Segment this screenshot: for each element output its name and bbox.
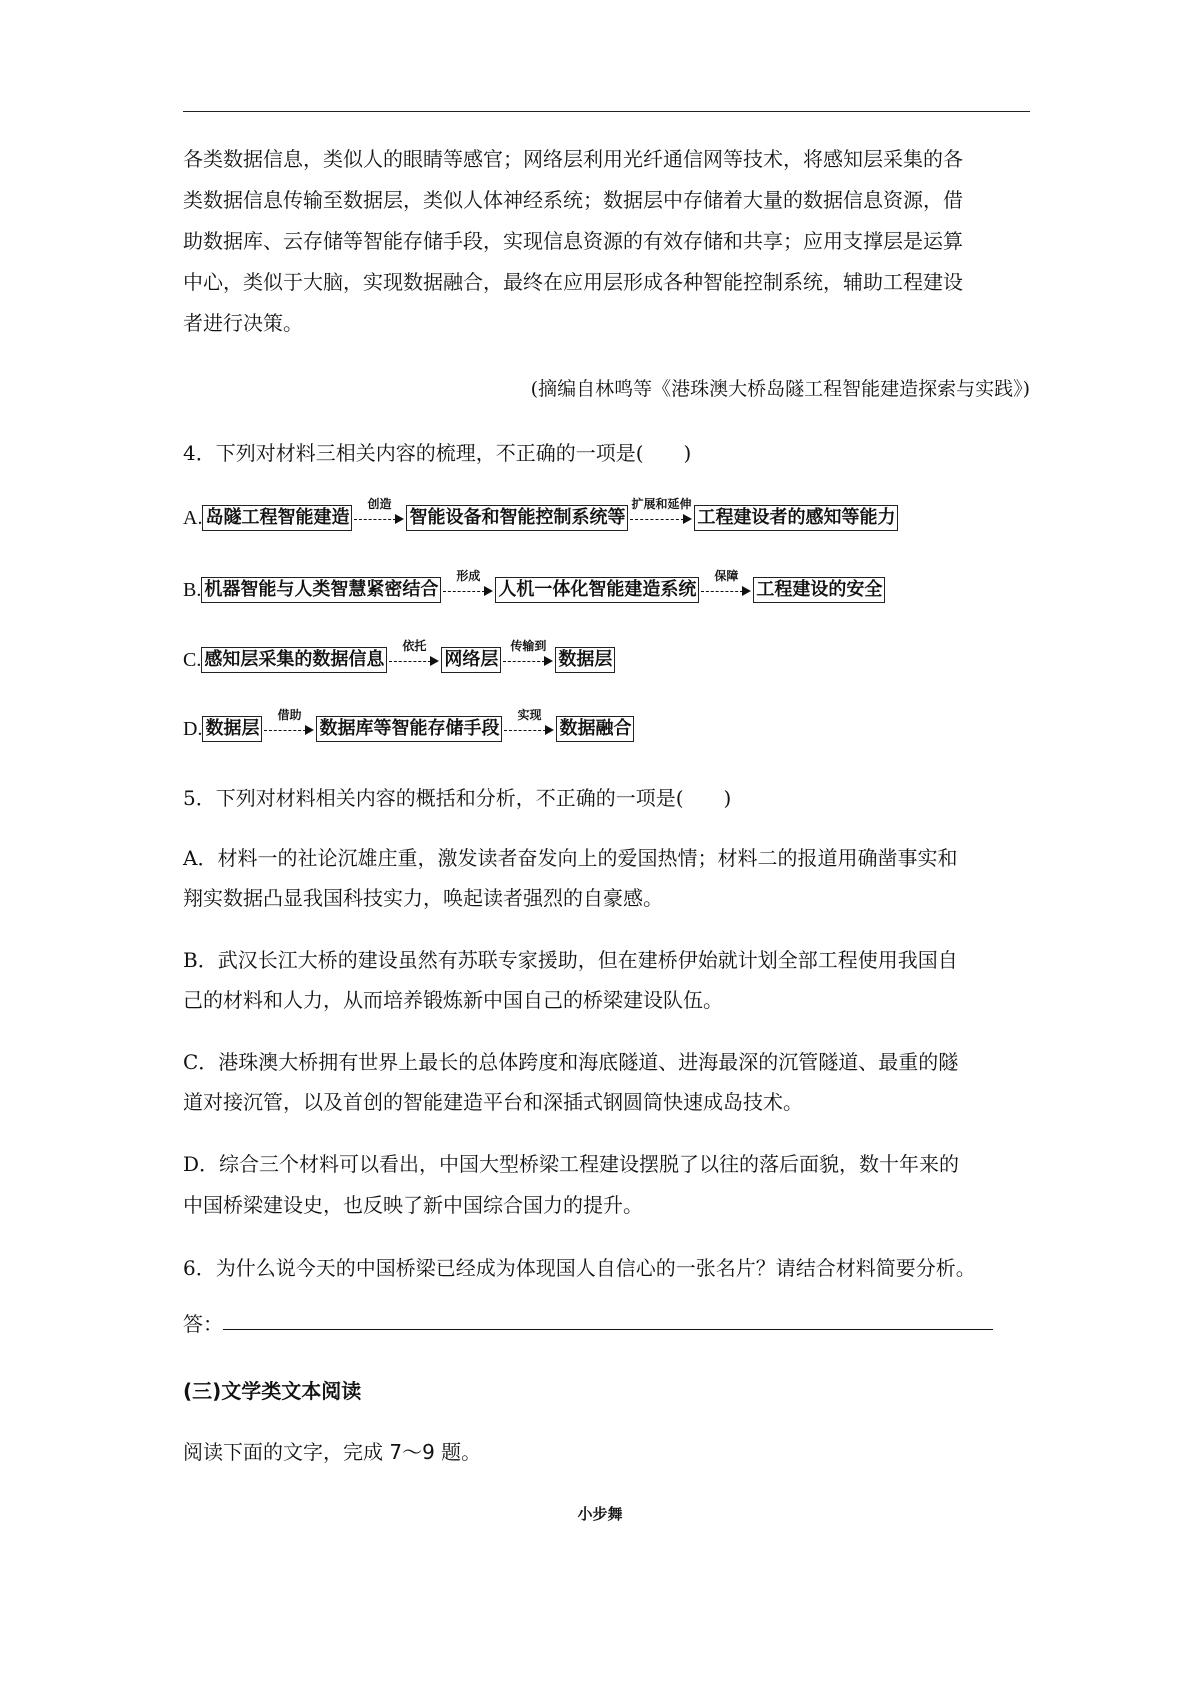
answer-blank[interactable] [223,1329,993,1330]
q5-option-d-line-2[interactable]: 中国桥梁建设史，也反映了新中国综合国力的提升。 [183,1193,643,1217]
flow-box: 数据层 [202,716,262,742]
flow-box: 网络层 [441,647,501,673]
flow-arrow: 保障 [701,573,751,607]
q5-option-a-line-1[interactable]: A．材料一的社论沉雄庄重，激发读者奋发向上的爱国热情；材料二的报道用确凿事实和 [183,846,958,870]
q4-stem: 4．下列对材料三相关内容的梳理，不正确的一项是( ) [183,441,692,465]
source-citation: (摘编自林鸣等《港珠澳大桥岛隧工程智能建造探索与实践》) [530,378,1030,400]
intro-line-1: 各类数据信息，类似人的眼睛等感官；网络层利用光纤通信网等技术，将感知层采集的各 [183,147,963,171]
flow-box: 感知层采集的数据信息 [201,647,387,673]
intro-line-2: 类数据信息传输至数据层，类似人体神经系统；数据层中存储着大量的数据信息资源，借 [183,188,963,212]
flow-box: 数据融合 [556,716,634,742]
option-label: C. [183,648,202,671]
flow-arrow: 借助 [264,712,314,746]
intro-line-3: 助数据库、云存储等智能存储手段，实现信息资源的有效存储和共享；应用支撑层是运算 [183,229,963,253]
flow-box: 工程建设的安全 [753,577,885,603]
q4-option-a[interactable] [183,497,898,535]
flow-arrow: 传输到 [503,643,553,677]
q4-option-b[interactable] [183,569,885,607]
q5-option-c-line-2[interactable]: 道对接沉管，以及首创的智能建造平台和深插式钢圆筒快速成岛技术。 [183,1090,803,1114]
section-heading: (三)文学类文本阅读 [183,1379,362,1403]
header-rule [183,111,1030,112]
flow-arrow: 依托 [389,643,439,677]
option-label: B. [183,578,202,601]
flow-box: 数据层 [555,647,615,673]
intro-line-4: 中心，类似于大脑，实现数据融合，最终在应用层形成各种智能控制系统，辅助工程建设 [183,270,963,294]
q5-option-b-line-1[interactable]: B．武汉长江大桥的建设虽然有苏联专家援助，但在建桥伊始就计划全部工程使用我国自 [183,948,958,972]
q5-stem: 5．下列对材料相关内容的概括和分析，不正确的一项是( ) [183,786,732,810]
flow-arrow: 实现 [504,712,554,746]
q6-stem: 6．为什么说今天的中国桥梁已经成为体现国人自信心的一张名片？请结合材料简要分析。 [183,1256,976,1280]
q5-option-a-line-2[interactable]: 翔实数据凸显我国科技实力，唤起读者强烈的自豪感。 [183,886,663,910]
flow-box: 岛隧工程智能建造 [202,505,352,531]
flow-arrow: 扩展和延伸 [630,501,692,535]
answer-label: 答： [183,1312,223,1336]
flow-box: 机器智能与人类智慧紧密结合 [201,577,441,603]
section-instruction: 阅读下面的文字，完成 7～9 题。 [183,1440,482,1464]
q4-option-d[interactable] [183,708,634,746]
q4-option-c[interactable] [183,639,615,677]
q5-option-b-line-2[interactable]: 己的材料和人力，从而培养锻炼新中国自己的桥梁建设队伍。 [183,988,723,1012]
q5-option-d-line-1[interactable]: D．综合三个材料可以看出，中国大型桥梁工程建设摆脱了以往的落后面貌，数十年来的 [183,1152,960,1176]
flow-box: 人机一体化智能建造系统 [495,577,699,603]
flow-box: 智能设备和智能控制系统等 [406,505,628,531]
story-title: 小步舞 [577,1505,623,1523]
flow-arrow: 形成 [443,573,493,607]
q5-option-c-line-1[interactable]: C．港珠澳大桥拥有世界上最长的总体跨度和海底隧道、进海最深的沉管隧道、最重的隧 [183,1050,959,1074]
intro-line-5: 者进行决策。 [183,311,303,335]
option-label: D. [183,717,203,740]
option-label: A. [183,506,203,529]
flow-box: 数据库等智能存储手段 [316,716,502,742]
flow-arrow: 创造 [354,501,404,535]
flow-box: 工程建设者的感知等能力 [694,505,898,531]
